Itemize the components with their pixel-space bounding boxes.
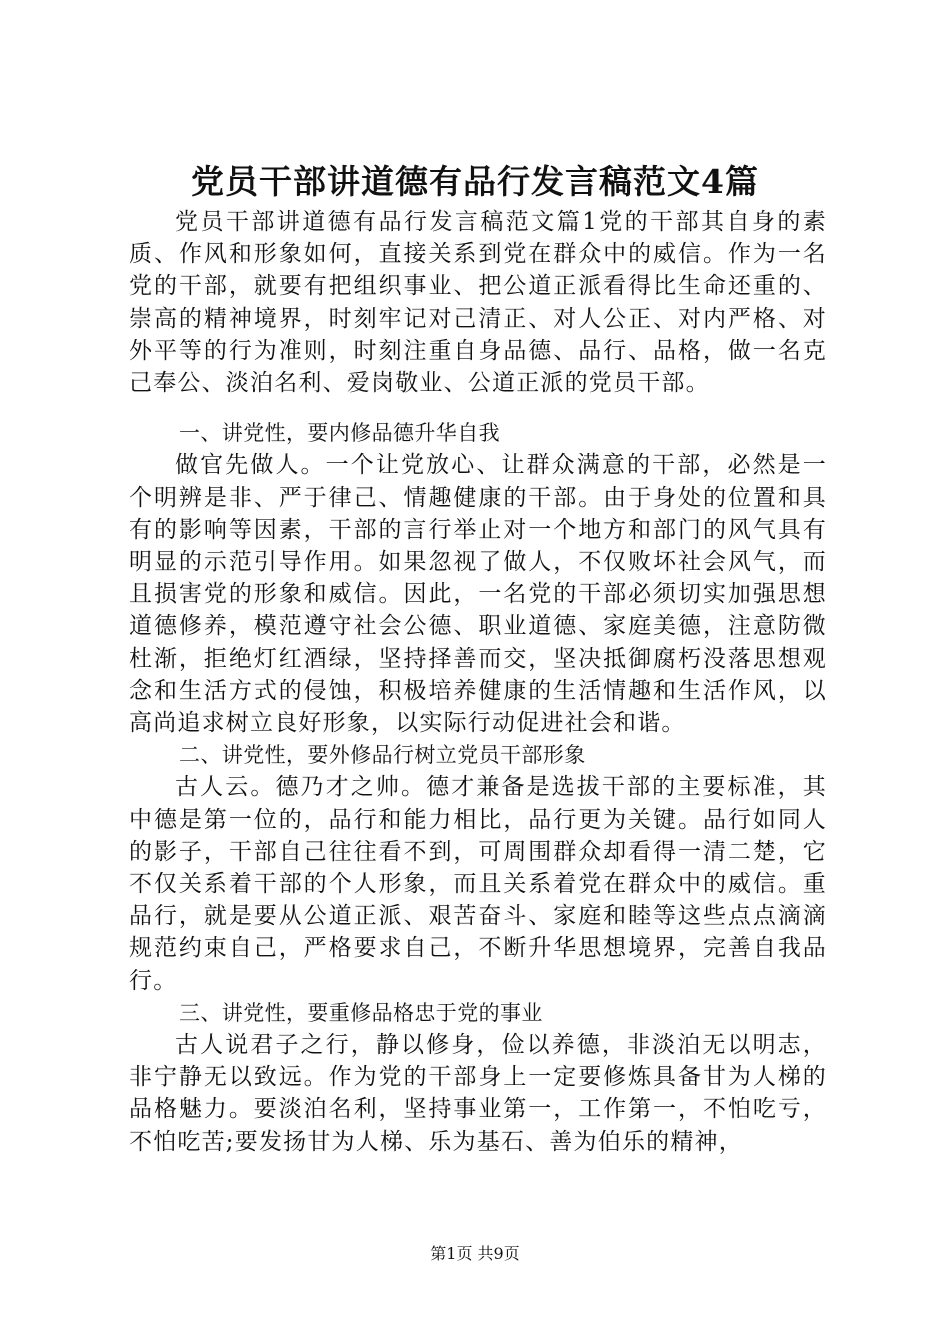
section-2-paragraph: 古人云。德乃才之帅。德才兼备是选拔干部的主要标准，其中德是第一位的，品行和能力相比，品行更为关键。品行如同人的影子，干部自己往往看不到，可周围群众却看得一清二楚，它不仅关系着干部的个人形象，而且关系着党在群众中的威信。重品行，就是要从公道正派、艰苦奋斗、家庭和睦等这些点点滴滴规范约束自己，严格要求自己，不断升华思想境界，完善自我品行。 — [129, 774, 827, 994]
section-2-heading: 二、讲党性，要外修品行树立党员干部形象 — [179, 743, 586, 768]
paragraph-spacer — [129, 399, 827, 417]
section-3-heading: 三、讲党性，要重修品格忠于党的事业 — [179, 1000, 543, 1025]
page-footer: 第1页 共9页 — [430, 1244, 520, 1263]
document-body — [129, 206, 827, 1158]
section-3-paragraph: 古人说君子之行，静以修身，俭以养德，非淡泊无以明志，非宁静无以致远。作为党的干部身上一定要修炼具备甘为人梯的品格魅力。要淡泊名利，坚持事业第一，工作第一，不怕吃亏，不怕吃苦;要发扬甘为人梯、乐为基石、善为伯乐的精神， — [129, 1032, 827, 1155]
document-title: 党员干部讲道德有品行发言稿范文4篇 — [191, 162, 759, 201]
intro-paragraph: 党员干部讲道德有品行发言稿范文篇1党的干部其自身的素质、作风和形象如何，直接关系到党在群众中的威信。作为一名党的干部，就要有把组织事业、把公道正派看得比生命还重的、崇高的精神境界，时刻牢记对己清正、对人公正、对内严格、对外平等的行为准则，时刻注重自身品德、品行、品格，做一名克己奉公、淡泊名利、爱岗敬业、公道正派的党员干部。 — [129, 209, 827, 397]
section-1-paragraph: 做官先做人。一个让党放心、让群众满意的干部，必然是一个明辨是非、严于律己、情趣健康的干部。由于身处的位置和具有的影响等因素，干部的言行举止对一个地方和部门的风气具有明显的示范引导作用。如果忽视了做人，不仅败坏社会风气，而且损害党的形象和威信。因此，一名党的干部必须切实加强思想道德修养，模范遵守社会公德、职业道德、家庭美德，注意防微杜渐，拒绝灯红酒绿，坚持择善而交，坚决抵御腐朽没落思想观念和生活方式的侵蚀，积极培养健康的生活情趣和生活作风，以高尚追求树立良好形象，以实际行动促进社会和谐。 — [129, 452, 827, 737]
section-1-heading: 一、讲党性，要内修品德升华自我 — [179, 421, 500, 446]
